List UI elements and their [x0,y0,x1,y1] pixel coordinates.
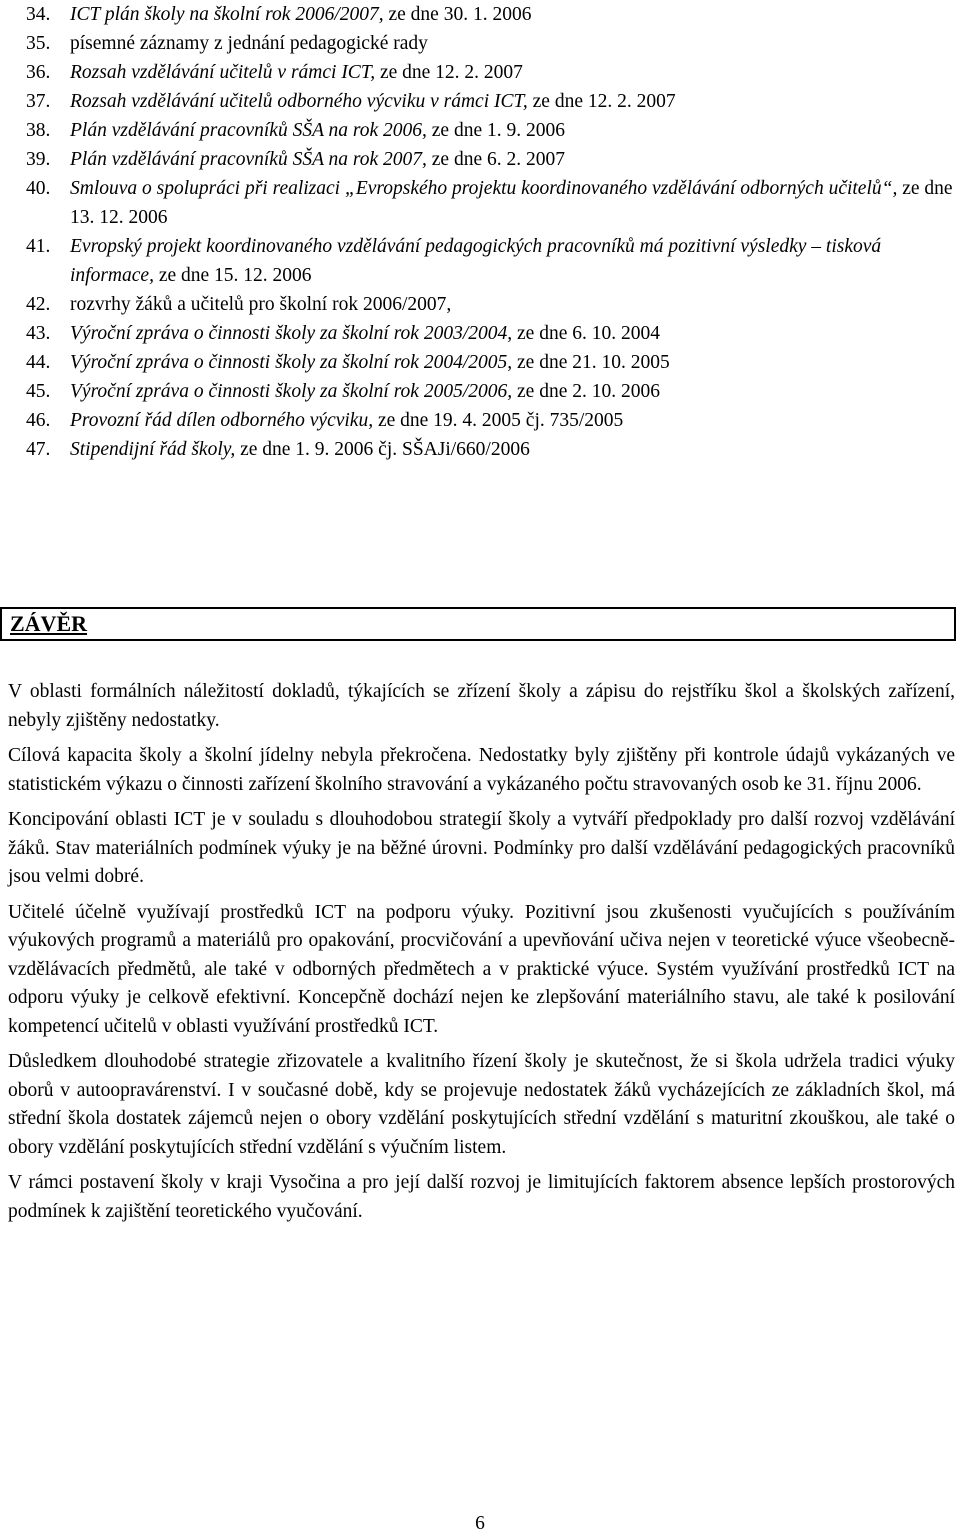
list-item-text: Plán vzdělávání pracovníků SŠA na rok 2007, ze dne 6. 2. 2007 [70,149,565,170]
list-item [8,116,956,145]
list-item [8,174,956,232]
list-item-text: Výroční zpráva o činnosti školy za školní rok 2004/2005, ze dne 21. 10. 2005 [70,352,670,373]
list-item-text: Rozsah vzdělávání učitelů odborného výcviku v rámci ICT, ze dne 12. 2. 2007 [70,91,676,112]
list-item [8,29,956,58]
paragraph: Cílová kapacita školy a školní jídelny nebyla překročena. Nedostatky byly zjištěny při kontrole údajů vykázaných ve statistickém výkazu o činnosti zařízení školního stravování a vykázaného počtu stravovaných osob ke 31. říjnu 2006. [8,745,955,795]
list-item [8,348,956,377]
list-item-number: 34. [26,4,51,25]
list-item-number: 44. [26,352,51,373]
paragraph: Koncipování oblasti ICT je v souladu s dlouhodobou strategií školy a vytváří předpoklady pro další rozvoj vzdělávání žáků. Stav materiálních podmínek výuky je na běžné úrovni. Podmínky pro další vzdělávání pedagogických pracovníků jsou velmi dobré. [8,809,955,887]
list-item-number: 39. [26,149,51,170]
list-item-text: Evropský projekt koordinovaného vzdělávání pedagogických pracovníků má pozitivní výsledky – tisková informace, ze dne 15. 12. 2006 [70,236,882,286]
list-item [8,377,956,406]
list-item [8,406,956,435]
list-item-text: Plán vzdělávání pracovníků SŠA na rok 2006, ze dne 1. 9. 2006 [70,120,565,141]
list-item-text: Stipendijní řád školy, ze dne 1. 9. 2006 čj. SŠAJi/660/2006 [70,439,530,460]
paragraph: V oblasti formálních náležitostí dokladů, týkajících se zřízení školy a zápisu do rejstříku škol a školských zařízení, nebyly zjištěny nedostatky. [8,681,955,731]
list-item-text: Rozsah vzdělávání učitelů v rámci ICT, ze dne 12. 2. 2007 [70,62,523,83]
page-number: 6 [475,1513,485,1534]
list-item-number: 46. [26,410,51,431]
list-item-number: 36. [26,62,51,83]
list-item-text: rozvrhy žáků a učitelů pro školní rok 2006/2007, [70,294,452,315]
paragraph: V rámci postavení školy v kraji Vysočina a pro její další rozvoj je limitujících faktorem absence lepších prostorových podmínek k zajištění teoretického vyučování. [8,1172,955,1222]
list-item-text: písemné záznamy z jednání pedagogické rady [70,33,428,54]
list-item [8,319,956,348]
list-item-number: 45. [26,381,51,402]
paragraph: Učitelé účelně využívají prostředků ICT na podporu výuky. Pozitivní jsou zkušenosti vyučujících s používáním výukových programů a materiálů pro opakování, procvičování a upevňování učiva nejen v teoretické výuce všeobecně-vzdělávacích předmětů, ale také v odborných předmětech a v praktické výuce. Systém využívání prostředků ICT na odporu výuky je celkově efektivní. Koncepčně dochází nejen ke zlepšování materiálního stavu, ale také k posilování kompetencí učitelů v oblasti využívání prostředků ICT. [8,901,955,1037]
list-item-number: 35. [26,33,51,54]
list-item [8,58,956,87]
list-item [8,145,956,174]
paragraph: Důsledkem dlouhodobé strategie zřizovatele a kvalitního řízení školy je skutečnost, že si škola udržela tradici výuky oborů v autoopravárenství. I v současné době, kdy se projevuje nedostatek žáků vycházejících ze základních škol, má střední škola dostatek zájemců nejen o obory vzdělání poskytujících střední vzdělání s maturitní zkouškou, ale také o obory vzdělání poskytujících střední vzdělání s výučním listem. [8,1051,955,1158]
conclusion-body [8,678,955,1233]
list-item-number: 41. [26,236,51,257]
list-item-number: 37. [26,91,51,112]
list-item [8,435,956,464]
section-heading-zaver: ZÁVĚR [0,607,956,641]
list-item [8,290,956,319]
list-item-number: 42. [26,294,51,315]
list-item-text: ICT plán školy na školní rok 2006/2007, ze dne 30. 1. 2006 [70,4,532,25]
list-item [8,0,956,29]
list-item [8,232,956,290]
list-item-text: Výroční zpráva o činnosti školy za školní rok 2005/2006, ze dne 2. 10. 2006 [70,381,660,402]
list-item-text: Provozní řád dílen odborného výcviku, ze dne 19. 4. 2005 čj. 735/2005 [70,410,624,431]
list-item-number: 47. [26,439,51,460]
document-reference-list [8,0,956,464]
list-item-number: 40. [26,178,51,199]
list-item-number: 38. [26,120,51,141]
list-item-number: 43. [26,323,51,344]
list-item-text: Výroční zpráva o činnosti školy za školní rok 2003/2004, ze dne 6. 10. 2004 [70,323,660,344]
list-item [8,87,956,116]
list-item-text: Smlouva o spolupráci při realizaci „Evropského projektu koordinovaného vzdělávání odborných učitelů“, ze dne 13. 12. 2006 [70,178,953,228]
